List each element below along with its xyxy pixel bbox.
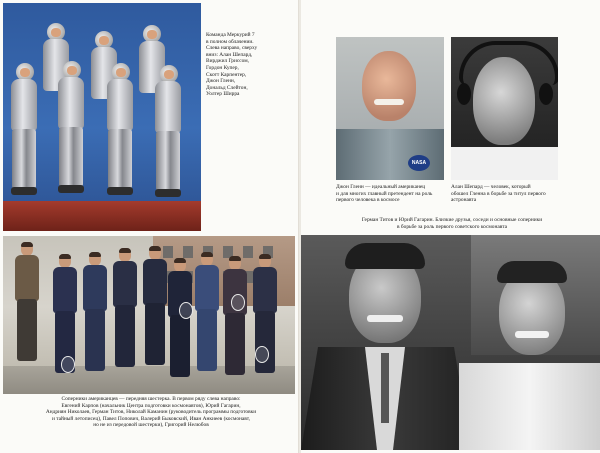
caption-line: Скотт Карпентер, <box>206 71 247 78</box>
stage-platform <box>3 201 201 231</box>
headset-earpiece <box>539 83 553 105</box>
tennis-racket <box>179 302 193 319</box>
caption-line: Уолтер Ширра <box>206 91 240 98</box>
mercury-seven-photo <box>3 3 201 231</box>
left-page <box>0 0 299 453</box>
hair <box>497 261 567 283</box>
face <box>362 51 416 121</box>
caption-line: Дональд Слейтон, <box>206 84 248 91</box>
glenn-caption <box>336 184 448 204</box>
white-shirt <box>459 363 600 450</box>
caption-line: Вирджил Гриссом, <box>206 58 249 65</box>
titov-gagarin-photo <box>301 235 600 450</box>
caption-line: и для многих главный претендент на роль <box>336 190 433 197</box>
john-glenn-photo <box>336 37 444 180</box>
soviet-caption <box>20 396 282 429</box>
alan-shepard-photo <box>451 37 558 180</box>
headset-earpiece <box>457 83 471 105</box>
caption-line: Слева направо, сверху <box>206 45 258 52</box>
caption-line: Джон Гленн, <box>206 78 236 85</box>
caption-line: астронавта <box>451 197 477 204</box>
smile <box>515 331 549 338</box>
caption-line: Герман Титов и Юрий Гагарин. Близкие друзья, соседи и основные соперники <box>361 217 543 223</box>
titov-gagarin-caption <box>321 217 583 230</box>
caption-line: Гордон Купер, <box>206 64 239 71</box>
smile <box>374 99 404 105</box>
caption-line: и тайный летописец), Павел Попович, Валерий Быковский, Иван Анкиеев (космонавт, <box>51 415 251 422</box>
tie <box>381 353 389 423</box>
pressure-suit <box>336 129 444 180</box>
caption-line: обошел Гленна в борьбе за титул первого <box>451 190 546 197</box>
caption-line: первого человека в космосе <box>336 197 400 204</box>
right-page <box>301 0 600 453</box>
soviet-cosmonauts-photo <box>3 236 295 394</box>
mercury-caption <box>206 32 296 98</box>
caption-line: вниз: Алан Шепард, <box>206 51 253 58</box>
tennis-racket <box>255 346 269 363</box>
shirt <box>451 147 558 180</box>
caption-line: но не из передовой шестерки), Григорий Нелюбов <box>93 422 209 429</box>
caption-line: Джон Гленн — идеальный американец <box>336 184 426 190</box>
smile <box>367 315 403 322</box>
nasa-patch: NASA <box>408 155 430 171</box>
caption-line: Андриян Николаев, Герман Титов, Николай Каманин (руководитель программы подготовки <box>45 409 257 416</box>
caption-line: Алан Шепард — человек, который <box>451 184 531 190</box>
caption-line: в полном облачении. <box>206 38 254 45</box>
hair <box>345 243 425 269</box>
tennis-racket <box>61 356 75 373</box>
shepard-caption <box>451 184 561 204</box>
caption-line: в борьбе за роль первого советского космонавта <box>396 223 508 230</box>
caption-line: Соперники американцев — передняя шестерка. В первом ряду слева направо: <box>61 396 241 402</box>
face <box>473 57 535 145</box>
tennis-racket <box>231 294 245 311</box>
caption-line: Команда Меркурий 7 <box>206 32 255 38</box>
caption-line: Евгений Карпов (начальник Центра подготовки космонавтов), Юрий Гагарин, <box>61 402 241 409</box>
ground <box>3 366 295 394</box>
